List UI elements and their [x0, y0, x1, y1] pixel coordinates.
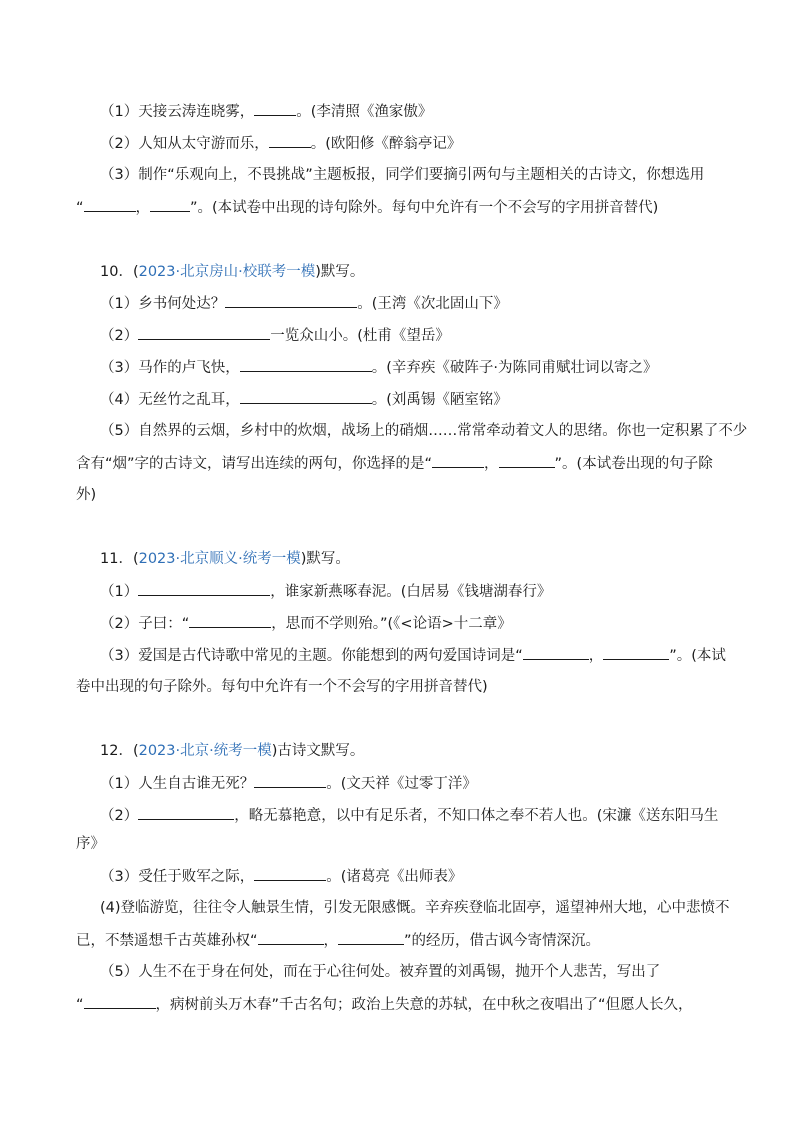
answer-blank[interactable] — [138, 581, 270, 596]
item-source: 。(诸葛亮《出师表》 — [326, 869, 463, 885]
item-source: 。(辛弃疾《破阵子·为陈同甫赋壮词以寄之》 — [371, 360, 658, 376]
q11-item-1 — [100, 581, 551, 602]
q10-item-4 — [100, 389, 508, 410]
source-link-exam[interactable]: 统考一模 — [242, 551, 301, 567]
answer-blank[interactable] — [84, 994, 156, 1009]
source-link-year[interactable]: 2023 — [138, 551, 176, 567]
item-prompt: 制作“乐观向上，不畏挑战”主题板报，同学们要摘引两句与主题相关的古诗文，你想选用 — [138, 167, 705, 183]
answer-blank[interactable] — [240, 389, 372, 404]
item-number: （1） — [100, 104, 139, 120]
item-number: （1） — [100, 296, 139, 312]
q12-header: 12．(2023·北京·统考一模)古诗文默写。 — [100, 743, 365, 759]
item-prompt: 受任于败军之际， — [138, 869, 255, 885]
item-prompt: 人生不在于身在何处，而在于心往何处。被弃置的刘禹锡，抛开个人悲苦，写出了 — [138, 964, 661, 980]
source-link-year[interactable]: 2023 — [138, 743, 176, 759]
q10-header: 10．(2023·北京房山·校联考一模)默写。 — [100, 264, 365, 280]
item-number: （5） — [100, 964, 139, 980]
item-prompt: 无丝竹之乱耳， — [138, 392, 240, 408]
item-number: （2） — [100, 136, 139, 152]
item-source: ，思而不学则殆。”(《<论语>十二章》 — [271, 616, 512, 632]
item-prompt: 自然界的云烟，乡村中的炊烟，战场上的硝烟……常常牵动着文人的思绪。你也一定积累了不少 — [138, 423, 748, 439]
item-number: （2） — [100, 808, 139, 824]
q10-item-5-line2: 含有“烟”字的古诗文，请写出连续的两句，你选择的是“ ， ”。(本试卷出现的句子除 — [76, 453, 713, 474]
item-source: 。(欧阳修《醉翁亭记》 — [310, 136, 462, 152]
answer-blank[interactable] — [338, 930, 404, 945]
answer-blank[interactable] — [138, 325, 270, 340]
answer-blank[interactable] — [84, 197, 136, 212]
q12-item-4-line2: 已，不禁遥想千古英雄孙权“ ， ”的经历，借古讽今寄情深沉。 — [76, 930, 600, 951]
item-number: （1） — [100, 776, 139, 792]
item-note: ”。(本试卷中出现的诗句除外。每句中允许有一个不会写的字用拼音替代) — [190, 200, 659, 216]
q9-item-3-line2: “ ， ”。(本试卷中出现的诗句除外。每句中允许有一个不会写的字用拼音替代) — [76, 197, 658, 218]
q12-item-4 — [100, 898, 730, 918]
answer-blank[interactable] — [254, 101, 296, 116]
q11-item-3-line2: 卷中出现的句子除外。每句中允许有一个不会写的字用拼音替代) — [76, 679, 488, 695]
item-prompt: 爱国是古代诗歌中常见的主题。你能想到的两句爱国诗词是“ — [138, 648, 523, 664]
source-link-region[interactable]: 北京 — [180, 743, 210, 759]
answer-blank[interactable] — [254, 866, 326, 881]
item-source: 。(文天祥《过零丁洋》 — [326, 776, 477, 792]
item-source: 。(刘禹锡《陋室铭》 — [371, 392, 508, 408]
q11-item-2 — [100, 613, 512, 634]
answer-blank[interactable] — [258, 930, 324, 945]
item-prompt: 天接云涛连晓雾， — [138, 104, 255, 120]
q12-item-2 — [100, 805, 718, 826]
item-prompt: 乡书何处达？ — [138, 296, 226, 312]
item-number: （1） — [100, 584, 139, 600]
q12-item-5 — [100, 962, 660, 982]
item-prompt: 人知从太守游而乐， — [138, 136, 269, 152]
item-prompt: 人生自古谁无死？ — [138, 776, 255, 792]
item-source: ，略无慕艳意，以中有足乐者，不知口体之奉不若人也。(宋濂《送东阳马生 — [234, 808, 719, 824]
answer-blank[interactable] — [499, 453, 555, 468]
item-prompt: 登临游览，往往令人触景生情，引发无限感慨。辛弃疾登临北固亭，遥望神州大地，心中悲愤不 — [120, 900, 730, 916]
item-source: 。(王湾《次北固山下》 — [357, 296, 508, 312]
item-number: （2） — [100, 616, 139, 632]
item-prompt: 子曰：“ — [138, 616, 190, 632]
q10-item-1 — [100, 293, 508, 314]
source-link-exam[interactable]: 校联考一模 — [242, 264, 316, 280]
item-source: ，谁家新燕啄春泥。(白居易《钱塘湖春行》 — [270, 584, 552, 600]
item-source: 一览众山小。(杜甫《望岳》 — [270, 328, 450, 344]
source-link-region[interactable]: 北京顺义 — [180, 551, 239, 567]
q11-item-3: （3）爱国是古代诗歌中常见的主题。你能想到的两句爱国诗词是“ ， ”。(本试 — [100, 645, 726, 666]
source-link-exam[interactable]: 统考一模 — [213, 743, 272, 759]
answer-blank[interactable] — [240, 357, 372, 372]
item-source: 。(李清照《渔家傲》 — [296, 104, 433, 120]
q10-item-5 — [100, 421, 747, 441]
answer-blank[interactable] — [269, 133, 311, 148]
q9-item-1 — [100, 101, 432, 122]
item-number: (4) — [100, 900, 121, 916]
q12-item-3 — [100, 866, 462, 887]
source-link-region[interactable]: 北京房山 — [180, 264, 239, 280]
q10-item-3 — [100, 357, 658, 378]
source-link-year[interactable]: 2023 — [138, 264, 176, 280]
q11-header: 11．(2023·北京顺义·统考一模)默写。 — [100, 551, 350, 567]
item-number: （5） — [100, 423, 139, 439]
answer-blank[interactable] — [432, 453, 484, 468]
item-number: （3） — [100, 360, 139, 376]
item-number: （4） — [100, 392, 139, 408]
answer-blank[interactable] — [189, 613, 271, 628]
q12-item-1 — [100, 773, 477, 794]
item-number: （2） — [100, 328, 139, 344]
q9-item-2 — [100, 133, 461, 154]
answer-blank[interactable] — [254, 773, 326, 788]
q9-item-3 — [100, 165, 704, 185]
q10-item-2 — [100, 325, 450, 346]
item-prompt: 马作的卢飞快， — [138, 360, 240, 376]
q12-item-2-line2: 序》 — [76, 836, 105, 852]
q10-item-5-line3: 外) — [76, 487, 97, 503]
item-number: （3） — [100, 167, 139, 183]
answer-blank[interactable] — [150, 197, 190, 212]
answer-blank[interactable] — [225, 293, 357, 308]
answer-blank[interactable] — [603, 645, 669, 660]
item-number: （3） — [100, 869, 139, 885]
item-number: （3） — [100, 648, 139, 664]
answer-blank[interactable] — [138, 805, 234, 820]
answer-blank[interactable] — [523, 645, 589, 660]
q12-item-5-line2: “ ，病树前头万木春”千古名句；政治上失意的苏轼，在中秋之夜唱出了“但愿人长久， — [76, 994, 693, 1015]
